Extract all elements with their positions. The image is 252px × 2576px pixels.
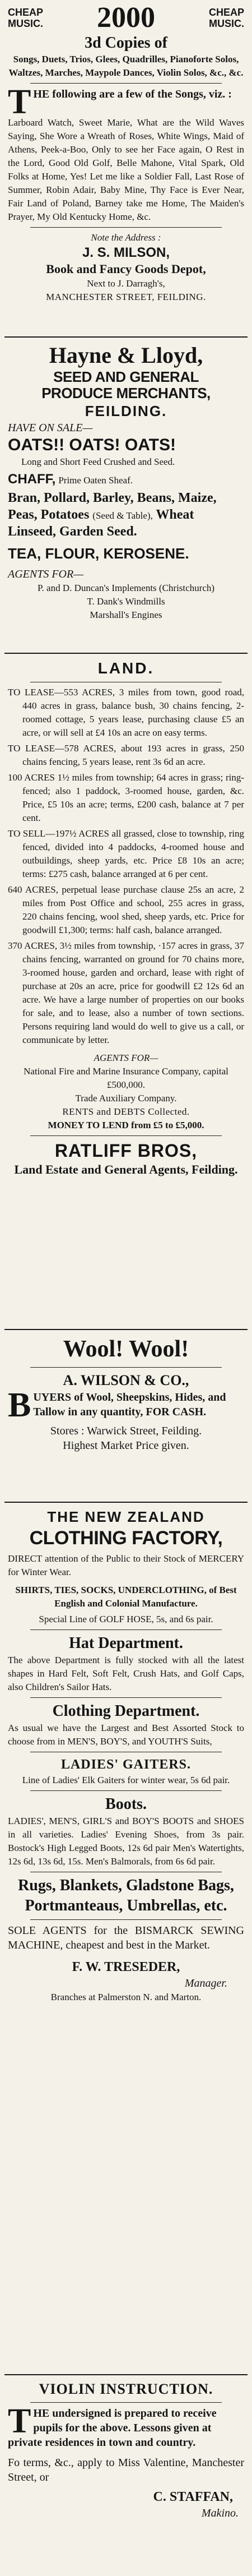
boots-heading: Boots. bbox=[105, 1795, 147, 1813]
stores-line: Stores : Warwick Street, Feilding. bbox=[50, 1425, 202, 1437]
firm-title: Hayne & Lloyd, bbox=[49, 343, 203, 368]
factory-line-2: CLOTHING FACTORY, bbox=[29, 1527, 223, 1549]
copies-number: 2000 bbox=[97, 2, 155, 34]
agency-2: Trade Auxiliary Company. bbox=[75, 1093, 177, 1104]
violin-body-text: HE undersigned is prepared to receive pupils for the above. Lessons given at private residences in town and country. bbox=[8, 2407, 217, 2449]
listing-3: 100 ACRES 1½ miles from township; 64 acres in grass; ring-fenced; also 1 paddock, 3-roomed house, garden, &c. Price, £5 10s an acre; terms, £200 cash, balance at 7 per cent. bbox=[8, 772, 244, 823]
agency-2: T. Dank's Windmills bbox=[87, 596, 165, 607]
ad-violin-instruction bbox=[4, 2378, 248, 2572]
agency-1: National Fire and Marine Insurance Company, capital £500,000. bbox=[24, 1066, 228, 1090]
divider bbox=[30, 1697, 222, 1698]
listing-5: 640 ACRES, perpetual lease purchase clause 25s an acre, 2 miles from Post Office and school, 255 acres in grass, 220 chains fencing, wool shed, sheep yards, etc. Price for goodwill £1,300; terms: half cash, balance arranged. bbox=[8, 884, 244, 935]
seed-line: SEED AND GENERAL bbox=[53, 368, 199, 385]
gaiters-heading: LADIES' GAITERS. bbox=[60, 1757, 192, 1772]
terms-line: Fo terms, &c., apply to Miss Valentine, Manchester Street, or bbox=[8, 2457, 244, 2483]
music-list: Songs, Duets, Trios, Glees, Quadrilles, Pianoforte Solos, Waltzes, Marches, Maypole Dances, Violin Solos, &c., &c. bbox=[8, 54, 244, 78]
seed-table-note: (Seed & Table), bbox=[92, 510, 153, 521]
agency-3: Marshall's Engines bbox=[90, 610, 162, 620]
wool-buyer-name: A. WILSON & CO., bbox=[63, 1372, 189, 1388]
golf-hose-line: Special Line of GOLF HOSE, 5s, and 6s pair. bbox=[39, 1614, 213, 1624]
divider bbox=[30, 1367, 222, 1368]
have-on-sale: HAVE ON SALE— bbox=[8, 422, 93, 434]
song-list: Larboard Watch, Sweet Marie, What are the Wild Waves Saying, She Wore a Wreath of Roses, White Wings, Maid of Athens, Peek-a-Boo, Only to see her Face again, O Rest in the Lord, Good Old Golf, Belle Mahone, Vital Spark, Old Folks at Home, Yes! Let me like a Soldier Fall, Last Rose of Summer, Robin Adair, Baby Mine, Thy Face is Ever Near, Fair Land of Poland, Barney take me Home, The Maiden's Prayer, My Old Kentucky Home, &c. bbox=[8, 117, 244, 222]
firm-name: RATLIFF BROS, bbox=[54, 1141, 198, 1161]
clothing-heading: Clothing Department. bbox=[52, 1702, 200, 1720]
produce-line: PRODUCE MERCHANTS, bbox=[41, 385, 211, 401]
gaiters-body: Line of Ladies' Elk Gaiters for winter wear, 5s 6d pair. bbox=[22, 1775, 230, 1785]
price-line: Highest Market Price given. bbox=[63, 1439, 189, 1452]
listing-4: TO SELL—197½ ACRES all grassed, close to township, ring fenced, divided into 4 paddocks, 4-roomed house and outbuildings, sheep yards, etc. Price £8 10s an acre; terms: £275 cash, balance arranged at 6 per cent. bbox=[8, 828, 244, 879]
divider bbox=[30, 83, 222, 84]
grain-list bbox=[8, 490, 244, 540]
wheat-items: Wheat Linseed, Garden Seed. bbox=[8, 507, 194, 539]
drop-cap: T bbox=[8, 2402, 31, 2440]
oats-description: Long and Short Feed Crushed and Seed. bbox=[21, 456, 175, 467]
agents-heading: AGENTS FOR— bbox=[8, 568, 83, 580]
ad-wool bbox=[4, 1332, 248, 1503]
clothing-body: As usual we have the Largest and Best Assorted Stock to choose from in MEN'S, BOY'S, and YOUTH'S Suits, bbox=[8, 1723, 244, 1747]
wool-body-text: UYERS of Wool, Sheepskins, Hides, and Tallow in any quantity, FOR CASH. bbox=[33, 1391, 226, 1418]
drop-cap: T bbox=[8, 83, 31, 121]
land-heading: LAND. bbox=[97, 659, 155, 677]
divider bbox=[30, 1135, 222, 1136]
headline: 3d Copies of bbox=[85, 34, 167, 52]
agency-1: P. and D. Duncan's Implements (Christchurch) bbox=[37, 583, 215, 593]
songs-intro bbox=[8, 83, 244, 121]
factory-line-1: THE NEW ZEALAND bbox=[47, 1508, 205, 1525]
signature-name: C. STAFFAN, bbox=[153, 2490, 233, 2504]
music-banner bbox=[8, 2, 244, 34]
listing-2: TO LEASE—578 ACRES, about 193 acres in grass, 250 chains fencing, 5 years lease, rent 3s 6d an acre. bbox=[8, 743, 244, 767]
firm-description: Land Estate and General Agents, Feilding. bbox=[14, 1162, 238, 1176]
agents-heading: AGENTS FOR— bbox=[94, 1052, 158, 1063]
cheap-music-right: CHEAP MUSIC. bbox=[208, 7, 244, 29]
manager-title: Manager. bbox=[184, 1977, 227, 1989]
mercery-line: SHIRTS, TIES, SOCKS, UNDERCLOTHING, of Best English and Colonial Manufacture. bbox=[15, 1585, 237, 1609]
proprietor-name: J. S. MILSON, bbox=[82, 245, 170, 260]
sole-agents-line: SOLE AGENTS for the BISMARCK SEWING MACHINE, cheapest and best in the Market. bbox=[8, 1924, 244, 1951]
songs-intro-text: HE following are a few of the Songs, viz. : bbox=[33, 88, 232, 100]
chaff-description: Prime Oaten Sheaf. bbox=[58, 475, 133, 486]
boots-body: LADIES', MEN'S, GIRL'S and BOY'S BOOTS and SHOES in all varieties. Ladies' Evening Shoes, from 3s pair. Bostock's High Legged Boots, 12s 6d pair Men's Watertights, 12s 6d, 13s 6d, 15s. Men's Balmorals, from 6s 6d pair. bbox=[8, 1816, 244, 1867]
manager-name: F. W. TRESEDER, bbox=[72, 1960, 180, 1974]
ad-hayne-lloyd bbox=[4, 340, 248, 654]
wool-heading: Wool! Wool! bbox=[63, 1336, 189, 1362]
rugs-line: Rugs, Blankets, Gladstone Bags, Portmanteaus, Umbrellas, etc. bbox=[18, 1877, 234, 1914]
divider bbox=[30, 1919, 222, 1920]
listing-1: TO LEASE—553 ACRES, 3 miles from town, good road, 440 acres in grass, balance bush, 30 chains fencing, 2-roomed cottage, 5 years lease, purchasing clause £5 an acre, or will sell at £4 10s an acre on easy terms. bbox=[8, 687, 244, 738]
branches-line: Branches at Palmerston N. and Marton. bbox=[50, 1992, 202, 2002]
ad-clothing-factory bbox=[4, 1505, 248, 2375]
cheap-music-left: CHEAP MUSIC. bbox=[8, 7, 44, 29]
factory-intro: DIRECT attention of the Public to their Stock of MERCERY for Winter Wear. bbox=[8, 1553, 244, 1577]
rents-line: RENTS and DEBTS Collected. bbox=[62, 1106, 190, 1117]
violin-heading: VIOLIN INSTRUCTION. bbox=[39, 2381, 213, 2397]
place-line: FEILDING. bbox=[85, 403, 167, 419]
violin-body bbox=[8, 2402, 244, 2450]
chaff-label: CHAFF, bbox=[8, 472, 56, 487]
depot-line: Book and Fancy Goods Depot, bbox=[46, 262, 206, 276]
grain-items: Bran, Pollard, Barley, Beans, Maize, Peas, Potatoes bbox=[8, 491, 217, 522]
ad-land-ratliff bbox=[4, 656, 248, 1330]
oats-heading: OATS!! OATS! OATS! bbox=[8, 436, 176, 454]
divider bbox=[30, 227, 222, 228]
signature-place: Makino. bbox=[201, 2507, 239, 2519]
location-line: Next to J. Darragh's, bbox=[87, 278, 165, 289]
divider bbox=[30, 2402, 222, 2403]
ad-cheap-music bbox=[4, 0, 248, 338]
address-note: Note the Address : bbox=[91, 232, 161, 243]
wool-body bbox=[8, 1386, 244, 1424]
divider bbox=[30, 1790, 222, 1791]
drop-cap: B bbox=[8, 1386, 31, 1424]
chaff-line bbox=[8, 472, 244, 487]
money-line: MONEY TO LEND from £5 to £5,000. bbox=[48, 1120, 204, 1130]
hat-heading: Hat Department. bbox=[69, 1635, 183, 1652]
listing-6: 370 ACRES, 3½ miles from township, ·157 acres in grass, 37 chains fencing, warranted on ground for 70 chains more, 3-roomed house, garden and orchard, lease with right of purchase at 20s an acre, price for goodwill £2 12s 6d an acre. We have a large number of properties on our books for sale, and to lease, also a number of town sections. Persons requiring land would do well to give us a call, or communicate by letter. bbox=[8, 940, 244, 1045]
tea-flour-line: TEA, FLOUR, KEROSENE. bbox=[8, 545, 189, 562]
divider bbox=[30, 1629, 222, 1630]
street-line: MANCHESTER STREET, FEILDING. bbox=[46, 292, 206, 302]
hat-body: The above Department is fully stocked with all the latest shapes in Hard Felt, Soft Felt, Crush Hats, and Golf Caps, also Children's Sailor Hats. bbox=[8, 1655, 244, 1692]
